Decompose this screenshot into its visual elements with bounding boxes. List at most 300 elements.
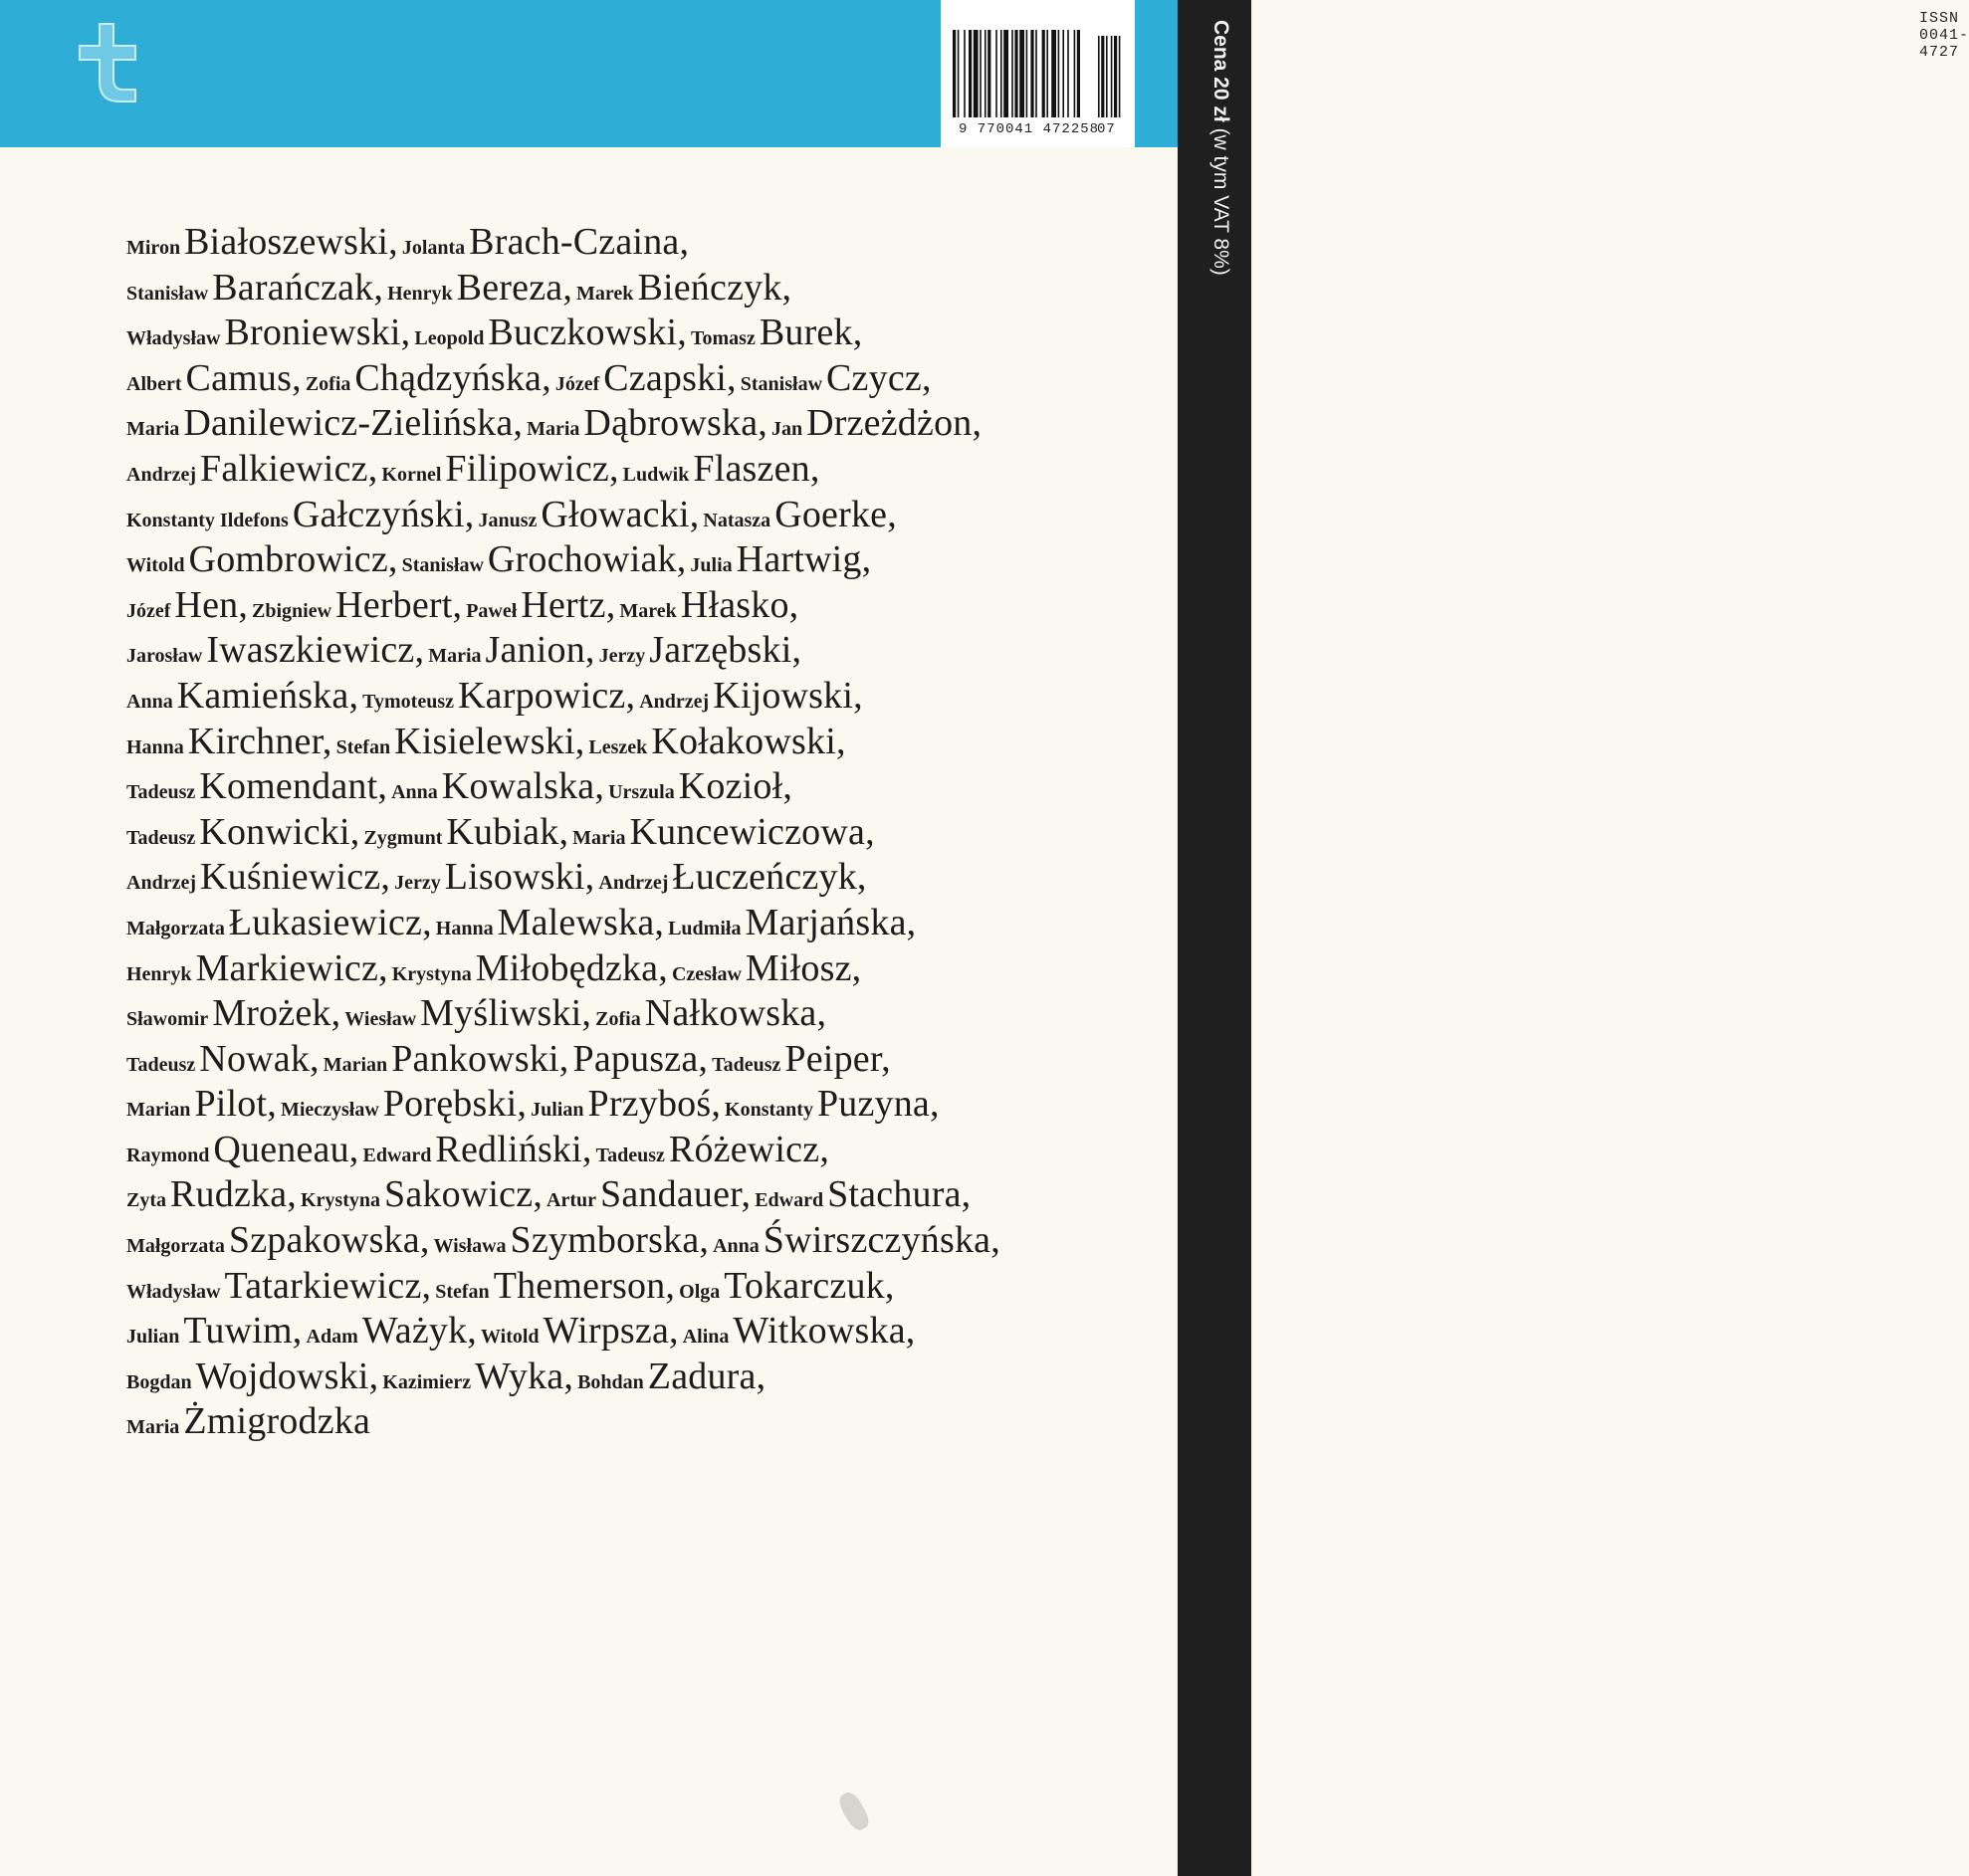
author-surname: Ważyk, xyxy=(361,1310,477,1353)
barcode-bar xyxy=(974,30,979,117)
author-entry xyxy=(595,1128,830,1170)
author-surname: Miłosz, xyxy=(745,946,862,989)
author-given-name: Józef xyxy=(554,372,600,395)
author-surname: Głowacki, xyxy=(541,493,700,535)
author-given-name: Andrzej xyxy=(126,463,196,486)
author-given-name: Sławomir xyxy=(126,1008,209,1031)
author-given-name: Stanisław xyxy=(740,372,823,395)
author-line xyxy=(126,991,1162,1037)
author-given-name: Maria xyxy=(572,826,626,849)
author-entry xyxy=(577,1355,766,1397)
author-given-name: Paweł xyxy=(466,599,518,622)
author-given-name: Konstanty Ildefons xyxy=(126,509,289,531)
author-surname: Kubiak, xyxy=(446,810,569,853)
author-entry xyxy=(387,266,573,309)
barcode xyxy=(941,30,1135,121)
author-given-name: Maria xyxy=(126,418,180,441)
author-entry xyxy=(363,810,569,853)
author-given-name: Władysław xyxy=(126,1280,221,1303)
author-surname: Kołakowski, xyxy=(651,720,846,762)
author-given-name: Leszek xyxy=(588,735,648,758)
author-surname: Łuczeńczyk, xyxy=(672,856,867,899)
author-line xyxy=(126,1309,1162,1355)
author-entry xyxy=(622,447,820,490)
author-line xyxy=(126,855,1162,901)
author-entry xyxy=(126,447,378,490)
author-entry xyxy=(126,1083,277,1126)
barcode-bar xyxy=(984,30,986,117)
author-given-name: Zygmunt xyxy=(363,826,443,849)
author-entry xyxy=(435,901,665,943)
author-given-name: Olga xyxy=(679,1280,721,1303)
author-given-name: Henryk xyxy=(126,962,192,985)
author-line xyxy=(126,493,1162,538)
author-surname: Herbert, xyxy=(335,583,463,626)
barcode-bar xyxy=(1003,30,1008,117)
author-line xyxy=(126,1082,1162,1128)
author-entry xyxy=(598,856,867,899)
barcode-addon-bar xyxy=(1106,36,1108,117)
author-entry xyxy=(725,1083,940,1126)
barcode-bar xyxy=(1074,30,1076,117)
author-given-name: Józef xyxy=(126,599,171,622)
author-entry xyxy=(740,356,932,399)
barcode-bar xyxy=(953,30,956,117)
barcode-bar xyxy=(1058,30,1060,117)
barcode-addon-digits: 07 xyxy=(1097,121,1116,137)
author-entry xyxy=(126,356,302,399)
author-given-name: Zbigniew xyxy=(252,599,332,622)
author-given-name: Mieczysław xyxy=(280,1099,379,1122)
author-entry xyxy=(126,1037,320,1080)
author-given-name: Janusz xyxy=(478,509,538,531)
barcode-addon-bar xyxy=(1114,36,1117,117)
barcode-bar xyxy=(980,30,982,117)
author-given-name: Marek xyxy=(619,599,677,622)
author-entry xyxy=(394,856,595,899)
author-given-name: Witold xyxy=(126,554,185,577)
author-line xyxy=(126,1264,1162,1310)
author-surname: Czapski, xyxy=(603,356,737,399)
barcode-bar xyxy=(1019,30,1024,117)
barcode-bar xyxy=(1014,30,1017,117)
author-given-name: Edward xyxy=(362,1144,432,1166)
author-line xyxy=(126,1172,1162,1218)
author-surname: Kozioł, xyxy=(678,765,793,808)
author-surname: Kuncewiczowa, xyxy=(629,810,875,853)
scuff-mark xyxy=(835,1789,872,1834)
author-entry xyxy=(306,1310,478,1353)
author-surname: Łukasiewicz, xyxy=(228,901,432,943)
author-entry xyxy=(126,312,411,354)
author-given-name: Edward xyxy=(755,1189,824,1212)
author-surname: Czycz, xyxy=(826,356,932,399)
author-given-name: Julian xyxy=(126,1326,180,1349)
author-surname: Tokarczuk, xyxy=(724,1264,895,1307)
author-entry xyxy=(362,674,636,717)
author-given-name: Raymond xyxy=(126,1144,210,1166)
author-given-name: Hanna xyxy=(435,917,494,939)
author-surname: Sandauer, xyxy=(600,1173,752,1216)
author-entry xyxy=(598,629,802,672)
barcode-bar xyxy=(987,30,990,117)
author-given-name: Jan xyxy=(770,418,803,441)
author-surname: Papusza, xyxy=(572,1037,709,1080)
author-entry xyxy=(414,312,687,354)
author-surname: Barańczak, xyxy=(212,266,384,309)
author-surname: Witkowska, xyxy=(733,1310,916,1353)
author-entry xyxy=(770,402,983,445)
author-given-name: Artur xyxy=(547,1189,597,1212)
author-entry xyxy=(713,1219,1000,1262)
author-entry xyxy=(126,402,524,445)
author-surname: Drzeżdżon, xyxy=(806,402,983,445)
author-given-name: Stefan xyxy=(435,1280,490,1303)
author-surname: Dąbrowska, xyxy=(583,402,767,445)
author-entry xyxy=(691,312,863,354)
author-given-name: Tadeusz xyxy=(126,1053,196,1076)
author-given-name: Stefan xyxy=(335,735,391,758)
author-line xyxy=(126,537,1162,583)
author-entry xyxy=(671,946,862,989)
author-entry xyxy=(466,583,616,626)
author-line xyxy=(126,266,1162,312)
barcode-addon-bar xyxy=(1098,36,1100,117)
author-line xyxy=(126,220,1162,266)
author-given-name: Jolanta xyxy=(401,237,466,259)
barcode-bar xyxy=(995,30,997,117)
author-entry xyxy=(126,1400,371,1443)
author-given-name: Urszula xyxy=(608,781,675,804)
author-entry xyxy=(401,538,687,581)
author-given-name: Maria xyxy=(527,418,580,441)
author-surname: Falkiewicz, xyxy=(199,447,378,490)
author-surname: Wojdowski, xyxy=(195,1355,379,1397)
author-given-name: Ludwik xyxy=(622,463,690,486)
author-entry xyxy=(335,720,585,762)
barcode-bar xyxy=(1042,30,1045,117)
author-entry xyxy=(305,356,551,399)
author-given-name: Kornel xyxy=(381,463,442,486)
author-given-name: Konstanty xyxy=(725,1099,813,1122)
author-entry xyxy=(126,1264,432,1307)
author-surname: Nowak, xyxy=(199,1037,320,1080)
author-entry xyxy=(126,1355,379,1397)
barcode-bar xyxy=(1011,30,1013,117)
author-surname: Tatarkiewicz, xyxy=(224,1264,432,1307)
author-given-name: Maria xyxy=(428,645,482,668)
barcode-bar xyxy=(969,30,972,117)
author-surname: Grochowiak, xyxy=(487,538,687,581)
author-given-name: Krystyna xyxy=(391,962,472,985)
author-given-name: Henryk xyxy=(387,282,453,305)
price: Cena 20 zł xyxy=(1209,20,1232,122)
author-surname: Hartwig, xyxy=(736,538,872,581)
author-entry xyxy=(619,583,799,626)
author-line xyxy=(126,447,1162,493)
author-surname: Kowalska, xyxy=(441,765,605,808)
author-given-name: Marian xyxy=(126,1099,191,1122)
author-given-name: Albert xyxy=(126,372,182,395)
barcode-bar xyxy=(1030,30,1033,117)
author-entry xyxy=(280,1083,528,1126)
author-surname: Janion, xyxy=(485,629,595,672)
author-surname: Porębski, xyxy=(382,1083,528,1126)
author-surname: Malewska, xyxy=(497,901,665,943)
author-entry xyxy=(126,1219,430,1262)
author-given-name: Maria xyxy=(126,1416,180,1439)
author-given-name: Witold xyxy=(481,1326,540,1349)
author-entry xyxy=(712,1037,891,1080)
author-entry xyxy=(690,538,872,581)
author-surname: Pilot, xyxy=(194,1083,277,1126)
author-entry xyxy=(682,1310,916,1353)
author-line xyxy=(126,401,1162,447)
author-entry xyxy=(126,765,388,808)
author-line xyxy=(126,1037,1162,1083)
author-given-name: Alina xyxy=(682,1326,730,1349)
author-surname: Marjańska, xyxy=(745,901,917,943)
barcode-bar xyxy=(958,30,960,117)
author-entry xyxy=(755,1173,972,1216)
barcode-bar xyxy=(964,30,966,117)
author-given-name: Julian xyxy=(531,1099,584,1122)
author-entry xyxy=(703,493,897,535)
author-entry xyxy=(428,629,595,672)
author-line xyxy=(126,720,1162,765)
author-entry xyxy=(531,1083,722,1126)
author-line xyxy=(126,583,1162,629)
author-entry xyxy=(126,1128,359,1170)
author-given-name: Jerzy xyxy=(598,645,646,668)
author-surname: Gałczyński, xyxy=(292,493,475,535)
author-surname: Stachura, xyxy=(827,1173,972,1216)
author-given-name: Stanisław xyxy=(126,282,209,305)
author-given-name: Jarosław xyxy=(126,645,203,668)
author-given-name: Wisława xyxy=(433,1235,507,1258)
author-surname: Bieńczyk, xyxy=(637,266,792,309)
author-surname: Brach-Czaina, xyxy=(469,221,690,263)
author-entry xyxy=(126,266,384,309)
author-given-name: Andrzej xyxy=(639,690,710,713)
author-entry xyxy=(668,901,917,943)
author-surname: Wirpsza, xyxy=(543,1310,679,1353)
author-given-name: Zyta xyxy=(126,1189,166,1212)
author-entry xyxy=(572,810,875,853)
author-surname: Rudzka, xyxy=(170,1173,297,1216)
author-surname: Puzyna, xyxy=(816,1083,940,1126)
barcode-bar xyxy=(1051,30,1056,117)
author-entry xyxy=(344,992,592,1035)
author-given-name: Zofia xyxy=(305,372,351,395)
author-entry xyxy=(126,493,475,535)
author-entry xyxy=(391,946,668,989)
author-entry xyxy=(527,402,767,445)
author-surname: Goerke, xyxy=(774,493,897,535)
author-entry xyxy=(300,1173,544,1216)
author-given-name: Tymoteusz xyxy=(362,690,454,713)
author-entry xyxy=(576,266,792,309)
author-given-name: Tadeusz xyxy=(126,826,196,849)
author-surname: Komendant, xyxy=(199,765,388,808)
author-surname: Wyka, xyxy=(475,1355,574,1397)
author-surname: Miłobędzka, xyxy=(475,946,668,989)
author-surname: Pankowski, xyxy=(391,1037,569,1080)
author-given-name: Małgorzata xyxy=(126,917,225,939)
author-given-name: Anna xyxy=(391,781,438,804)
author-surname: Konwicki, xyxy=(199,810,360,853)
author-entry xyxy=(481,1310,679,1353)
author-entry xyxy=(126,674,359,717)
author-surname: Gombrowicz, xyxy=(188,538,398,581)
author-surname: Broniewski, xyxy=(224,312,411,354)
author-line xyxy=(126,764,1162,810)
author-surname: Kuśniewicz, xyxy=(199,856,391,899)
author-entry xyxy=(381,447,619,490)
author-given-name: Krystyna xyxy=(300,1189,380,1212)
author-entry xyxy=(126,221,398,263)
vat-note: (w tym VAT 8%) xyxy=(1209,127,1232,276)
author-line xyxy=(126,1128,1162,1173)
author-given-name: Hanna xyxy=(126,735,184,758)
author-entry xyxy=(608,765,793,808)
author-entry xyxy=(126,583,249,626)
author-entry xyxy=(126,992,341,1035)
author-surname: Sakowicz, xyxy=(383,1173,544,1216)
author-entry xyxy=(639,674,863,717)
author-entry xyxy=(252,583,463,626)
author-entry xyxy=(391,765,605,808)
barcode-bar xyxy=(1046,30,1048,117)
author-given-name: Tadeusz xyxy=(712,1053,781,1076)
author-surname: Świrszczyńska, xyxy=(763,1219,1000,1262)
barcode-bar xyxy=(1000,30,1002,117)
author-surname: Camus, xyxy=(185,356,302,399)
author-given-name: Jerzy xyxy=(394,872,441,895)
author-entry xyxy=(126,1173,297,1216)
author-entry xyxy=(126,720,332,762)
author-given-name: Władysław xyxy=(126,327,221,350)
author-given-name: Wiesław xyxy=(344,1008,417,1031)
spine xyxy=(1178,0,1251,1876)
author-surname: Flaszen, xyxy=(693,447,820,490)
barcode-addon-bar xyxy=(1119,36,1121,117)
barcode-addon-bar xyxy=(1111,36,1113,117)
barcode-bar xyxy=(1077,30,1080,117)
author-entry xyxy=(126,901,432,943)
author-surname: Hertz, xyxy=(521,583,616,626)
author-entry xyxy=(547,1173,752,1216)
author-surname: Nałkowska, xyxy=(644,992,827,1035)
author-given-name: Czesław xyxy=(671,962,742,985)
author-line xyxy=(126,810,1162,856)
author-entry xyxy=(126,629,425,672)
author-entry xyxy=(126,856,391,899)
author-given-name: Marek xyxy=(576,282,634,305)
author-surname: Kijowski, xyxy=(713,674,863,717)
author-given-name: Małgorzata xyxy=(126,1235,225,1258)
author-entry xyxy=(126,1310,303,1353)
author-surname: Burek, xyxy=(759,312,863,354)
author-line xyxy=(126,1399,1162,1445)
barcode-bar xyxy=(1035,30,1037,117)
author-surname: Kamieńska, xyxy=(176,674,359,717)
author-surname: Kirchner, xyxy=(187,720,332,762)
author-given-name: Andrzej xyxy=(598,872,669,895)
author-given-name: Bohdan xyxy=(577,1370,644,1393)
author-entry xyxy=(126,946,388,989)
author-given-name: Stanisław xyxy=(401,554,484,577)
author-surname: Redliński, xyxy=(435,1128,592,1170)
barcode-bar xyxy=(1067,30,1069,117)
author-given-name: Adam xyxy=(306,1326,358,1349)
author-given-name: Kazimierz xyxy=(382,1370,472,1393)
author-given-name: Leopold xyxy=(414,327,485,350)
author-surname: Białoszewski, xyxy=(184,221,398,263)
author-surname: Tuwim, xyxy=(183,1310,303,1353)
author-entry xyxy=(595,992,827,1035)
author-entry xyxy=(401,221,690,263)
author-given-name: Anna xyxy=(713,1235,760,1258)
author-given-name: Marian xyxy=(323,1053,388,1076)
author-entry xyxy=(435,1264,676,1307)
author-surname: Szymborska, xyxy=(510,1219,710,1262)
author-surname: Filipowicz, xyxy=(445,447,619,490)
author-surname: Szpakowska, xyxy=(228,1219,430,1262)
author-surname: Żmigrodzka xyxy=(183,1400,371,1443)
author-entry xyxy=(478,493,700,535)
author-surname: Jarzębski, xyxy=(649,629,802,672)
author-surname: Przyboś, xyxy=(587,1083,722,1126)
t-logo-icon xyxy=(62,18,151,107)
author-surname: Themerson, xyxy=(493,1264,676,1307)
issn-label: ISSN 0041-4727 xyxy=(1919,10,1969,61)
author-surname: Iwaszkiewicz, xyxy=(206,629,425,672)
author-entry xyxy=(588,720,846,762)
barcode-bar xyxy=(1026,30,1028,117)
author-surname: Hen, xyxy=(174,583,249,626)
author-given-name: Tadeusz xyxy=(126,781,196,804)
author-entry xyxy=(382,1355,574,1397)
author-line xyxy=(126,311,1162,356)
price-label xyxy=(1208,20,1232,276)
author-entry xyxy=(433,1219,710,1262)
author-given-name: Andrzej xyxy=(126,872,196,895)
author-given-name: Zofia xyxy=(595,1008,641,1031)
author-surname: Zadura, xyxy=(647,1355,766,1397)
author-line xyxy=(126,356,1162,402)
author-given-name: Natasza xyxy=(703,509,771,531)
author-entry xyxy=(362,1128,592,1170)
author-line xyxy=(126,628,1162,674)
author-entry xyxy=(554,356,737,399)
barcode-digits: 9 770041 472258 xyxy=(959,121,1100,137)
author-entry xyxy=(572,1037,709,1080)
author-surname: Bereza, xyxy=(456,266,573,309)
author-given-name: Julia xyxy=(690,554,733,577)
author-surname: Queneau, xyxy=(213,1128,359,1170)
author-surname: Kisielewski, xyxy=(394,720,585,762)
author-surname: Karpowicz, xyxy=(458,674,636,717)
author-surname: Mrożek, xyxy=(212,992,341,1035)
author-surname: Markiewicz, xyxy=(195,946,388,989)
author-entry xyxy=(679,1264,895,1307)
author-given-name: Miron xyxy=(126,237,181,259)
barcode-addon-bar xyxy=(1101,36,1104,117)
author-entry xyxy=(126,538,398,581)
author-given-name: Anna xyxy=(126,690,173,713)
author-surname: Myśliwski, xyxy=(420,992,592,1035)
